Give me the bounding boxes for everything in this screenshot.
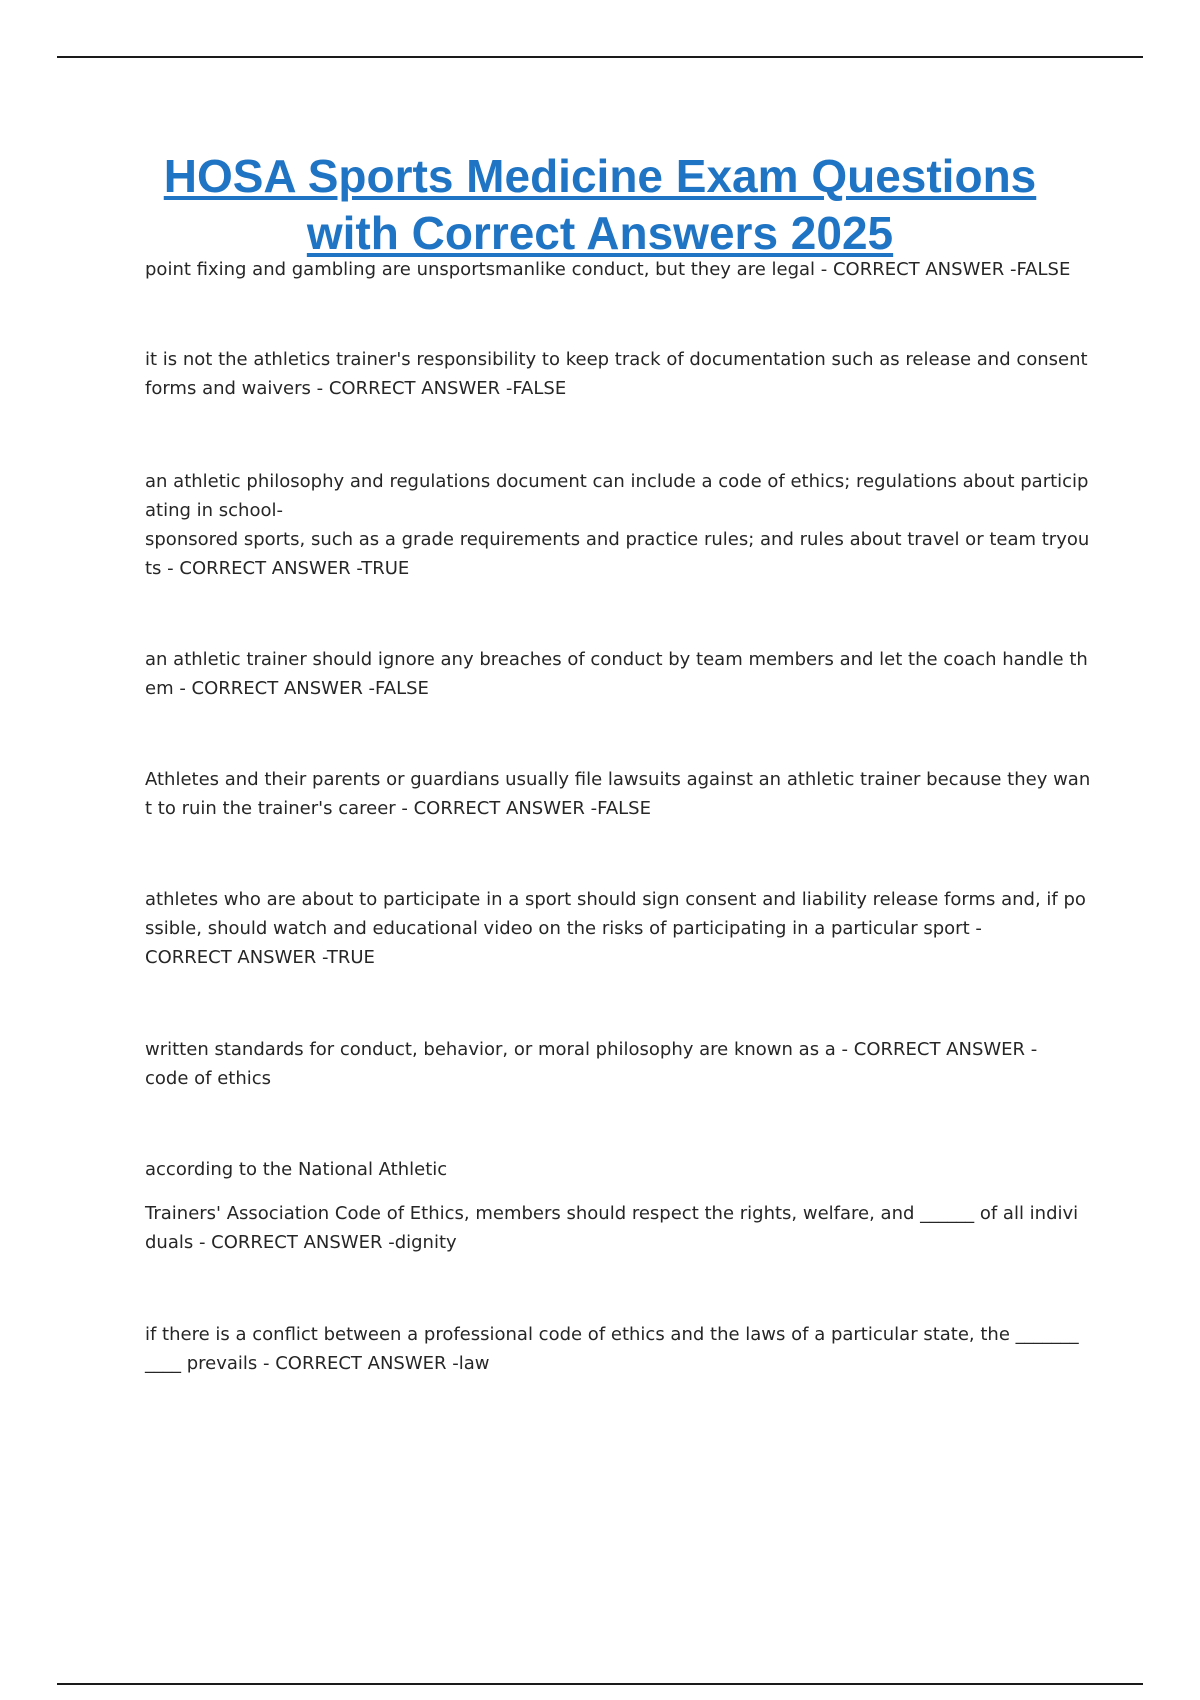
qa-line: CORRECT ANSWER -TRUE	[145, 947, 375, 968]
qa-line: sponsored sports, such as a grade requirements and practice rules; and rules about travel or team tryou	[145, 529, 1090, 550]
qa-line: code of ethics	[145, 1068, 272, 1089]
qa-item-4	[145, 645, 1095, 703]
document-title	[100, 148, 1100, 262]
bottom-rule	[57, 1683, 1143, 1685]
qa-line: Trainers' Association Code of Ethics, members should respect the rights, welfare, and ______ of all indivi	[145, 1203, 1079, 1224]
qa-line: it is not the athletics trainer's responsibility to keep track of documentation such as release and consent	[145, 349, 1088, 370]
top-rule	[57, 56, 1143, 58]
qa-line: an athletic philosophy and regulations document can include a code of ethics; regulations about particip	[145, 471, 1089, 492]
paragraph-gap	[145, 1184, 1095, 1199]
qa-line: an athletic trainer should ignore any breaches of conduct by team members and let the coach handle th	[145, 649, 1088, 670]
qa-line: according to the National Athletic	[145, 1159, 448, 1180]
qa-line: t to ruin the trainer's career - CORRECT ANSWER -FALSE	[145, 798, 651, 819]
title-line-1: HOSA Sports Medicine Exam Questions	[163, 150, 1037, 202]
qa-line: ts - CORRECT ANSWER -TRUE	[145, 558, 410, 579]
qa-item-7	[145, 1035, 1095, 1093]
qa-line: athletes who are about to participate in a sport should sign consent and liability release forms and, if po	[145, 889, 1086, 910]
qa-item-2	[145, 345, 1095, 403]
qa-line: Athletes and their parents or guardians usually file lawsuits against an athletic trainer because they wan	[145, 769, 1091, 790]
qa-line: em - CORRECT ANSWER -FALSE	[145, 678, 429, 699]
qa-item-6	[145, 885, 1095, 972]
qa-item-9	[145, 1320, 1095, 1378]
qa-line: if there is a conflict between a professional code of ethics and the laws of a particular state, the _______	[145, 1324, 1079, 1345]
qa-item-3	[145, 467, 1095, 583]
qa-line: forms and waivers - CORRECT ANSWER -FALSE	[145, 378, 567, 399]
title-line-2: with Correct Answers 2025	[306, 207, 894, 259]
qa-line: ating in school-	[145, 500, 283, 521]
qa-line: duals - CORRECT ANSWER -dignity	[145, 1232, 457, 1253]
qa-line: ____ prevails - CORRECT ANSWER -law	[145, 1353, 490, 1374]
qa-line: ssible, should watch and educational video on the risks of participating in a particular sport -	[145, 918, 982, 939]
qa-item-5	[145, 765, 1095, 823]
qa-line: point fixing and gambling are unsportsmanlike conduct, but they are legal - CORRECT ANSWER -FALSE	[145, 259, 1071, 280]
qa-line: written standards for conduct, behavior, or moral philosophy are known as a - CORRECT ANSWER -	[145, 1039, 1038, 1060]
qa-item-1	[145, 255, 1095, 284]
qa-item-8	[145, 1155, 1095, 1257]
